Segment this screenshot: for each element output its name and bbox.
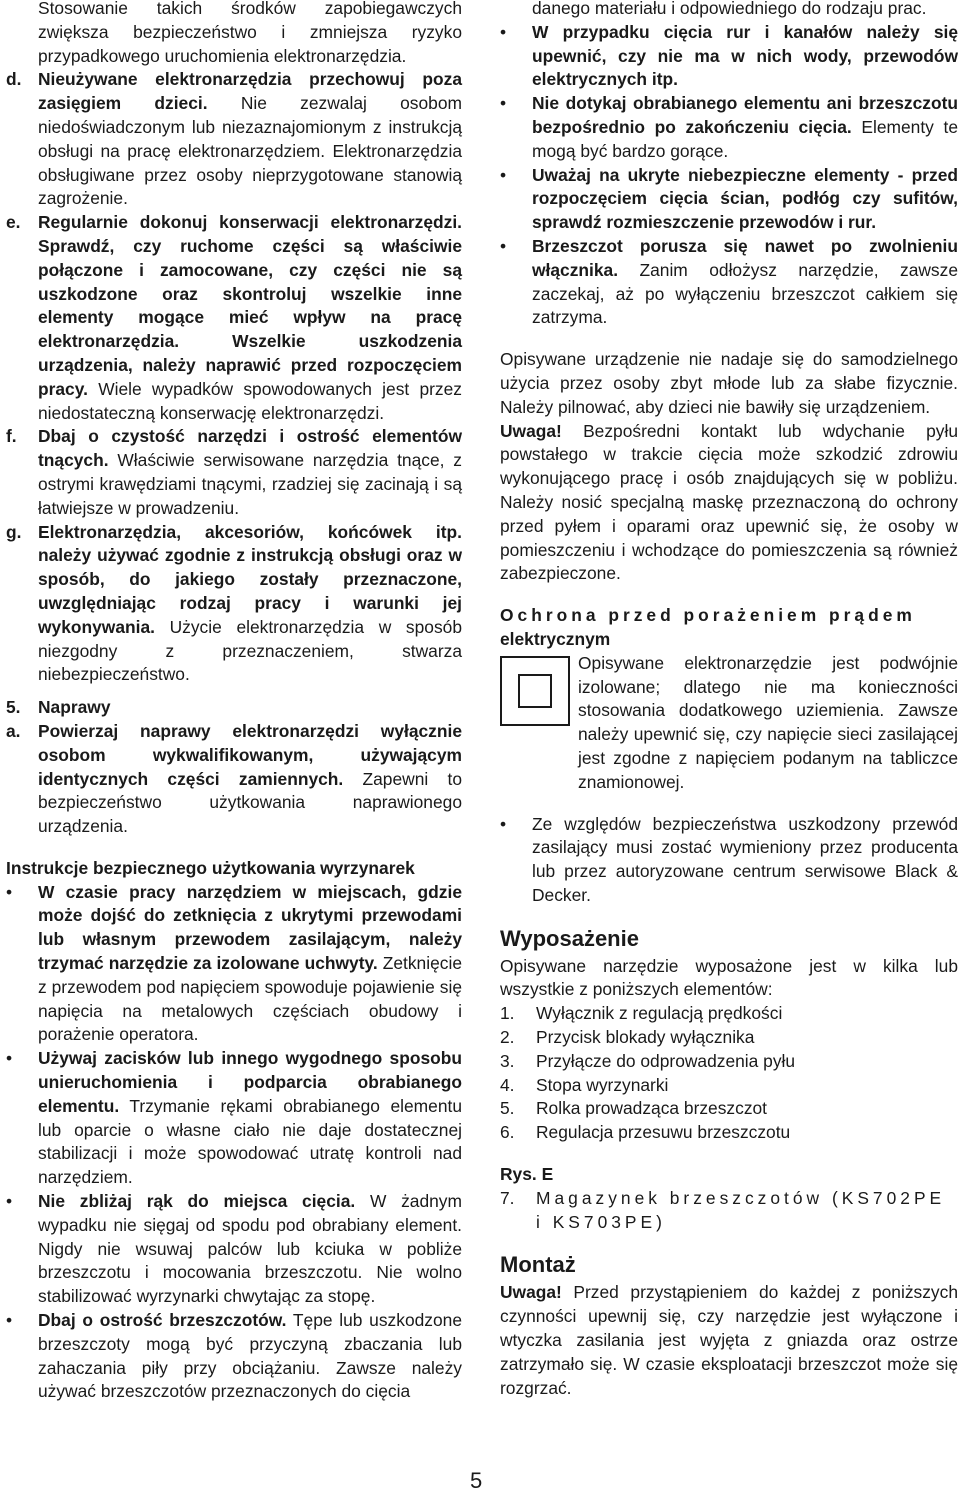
item-e-bold: Regularnie dokonuj konserwacji elektronarzędzi. Sprawdź, czy ruchome części są właściwie połączone i zamocowane, czy części nie są uszkodzone oraz skontroluj wszelkie inne elementy mogące mieć wpływ na pracę elektronarzędzia. Wszelkie uszkodzenia urządzenia, należy naprawić przed rozpoczęciem pracy.: [38, 212, 462, 399]
item-e: [6, 211, 462, 425]
left-column: [6, 0, 462, 1404]
list-item-text: Stopa wyrzynarki: [536, 1074, 669, 1095]
assembly-text: Przed przystąpieniem do każdej z poniższych czynności upewnij się, czy narzędzie jest wyłączone i wtyczka zasilania jest wyjęta z gniazda oraz ostrze zatrzymało się. W czasie eksploatacji brzeszczot może się rozgrzać.: [500, 1282, 958, 1398]
jigsaw-bullet-3-text: W żadnym wypadku nie sięgaj od spodu pod obrabiany element. Nigdy nie wsuwaj palców lub kciuka w pobliże brzeszczotu i mocowania brzeszczotu. Nie wolno stabilizować wyrzynarki chwytając za stopę.: [38, 1191, 462, 1307]
item-e-text: Wiele wypadków spowodowanych jest przez niedostateczną konserwację elektronarzędzi.: [38, 378, 462, 423]
double-insulation-block: [500, 652, 958, 795]
item-a: [6, 720, 462, 839]
right-bullet-1-bold: W przypadku cięcia rur i kanałów należy się upewnić, czy nie ma w nich wody, przewodów elektrycznych itp.: [532, 21, 958, 90]
list-item-number: 4.: [500, 1074, 515, 1095]
bullet-icon: •: [500, 164, 507, 185]
uwaga-label: Uwaga!: [500, 1282, 562, 1303]
list-item-number: 2.: [500, 1027, 515, 1048]
jigsaw-bullet-2-text: Trzymanie rękami obrabianego elementu lub oparcie o własne ciało nie daje dostatecznej stabilizacji i może spowodować utratę kontroli nad narzędziem.: [38, 1095, 462, 1188]
shock-heading-line-2: elektrycznym: [500, 628, 611, 649]
section-5-marker: 5.: [6, 697, 21, 718]
bullet-icon: •: [6, 1048, 13, 1069]
section-5-heading: [6, 696, 462, 720]
right-bullet-4: [500, 235, 958, 330]
paragraph-intro: Stosowanie takich środków zapobiegawczych zwiększa bezpieczeństwo i zmniejsza ryzyko przypadkowego uruchomienia elektronarzędzia.: [38, 0, 462, 66]
item-f-marker: f.: [6, 426, 17, 447]
continued-text: danego materiału i odpowiedniego do rodzaju prac.: [532, 0, 927, 18]
item-g-marker: g.: [6, 521, 22, 542]
uwaga-label: Uwaga!: [500, 420, 562, 441]
bullet-icon: •: [500, 21, 507, 42]
double-insulation-text: Opisywane elektronarzędzie jest podwójnie izolowane; dlatego nie ma konieczności stosowania dodatkowego uziemienia. Zawsze należy upewnić się, czy napięcie sieci zasilającej jest zgodne z napięciem podanym na tabliczce znamionowej.: [578, 652, 958, 792]
item-d-marker: d.: [6, 69, 22, 90]
list-item-number: 1.: [500, 1003, 515, 1024]
jigsaw-bullet-2-bold: Używaj zacisków lub innego wygodnego sposobu unieruchomienia i podparcia obrabianego elementu.: [38, 1048, 462, 1116]
bullet-icon: •: [500, 93, 507, 114]
section-5-title: Naprawy: [38, 697, 111, 718]
list-item: [500, 1026, 958, 1050]
jigsaw-bullet-1: [6, 881, 462, 1048]
bullet-icon: •: [6, 1191, 13, 1212]
jigsaw-bullet-4-text: Tępe lub uszkodzone brzeszczoty mogą być przyczyną zbaczania lub zahaczania piły przy obciążaniu. Zawsze należy używać brzeszczotów przeznaczonych do cięcia: [38, 1310, 462, 1402]
list-item-text: Rolka prowadząca brzeszczot: [536, 1098, 768, 1119]
item-a-marker: a.: [6, 720, 21, 741]
item-g: [6, 521, 462, 688]
cord-bullet-text: Ze względów bezpieczeństwa uszkodzony przewód zasilający musi zostać wymieniony przez producenta lub przez autoryzowane centrum serwisowe Black & Decker.: [532, 813, 958, 905]
bullet-icon: •: [500, 235, 507, 256]
item-f: [6, 425, 462, 520]
shock-heading-line-1: Ochrona przed porażeniem prądem: [500, 605, 916, 626]
figure-reference: Rys. E: [500, 1164, 554, 1185]
equipment-intro: Opisywane narzędzie wyposażone jest w kilka lub wszystkie z poniższych elementów:: [500, 955, 958, 1000]
item-f-text: Właściwie serwisowane narzędzia tnące, z ostrymi krawędziami tnącymi, rzadziej się zacinają i są łatwiejsze w prowadzeniu.: [38, 450, 462, 518]
jigsaw-safety-heading: Instrukcje bezpiecznego użytkowania wyrzynarek: [6, 857, 415, 878]
item-g-bold: Elektronarzędzia, akcesoriów, końcówek itp. należy używać zgodnie z instrukcją obsługi oraz w sposób, do jakiego zostały przeznaczone, uwzględniając rodzaj pracy i warunki jej wykonywania.: [38, 521, 462, 637]
list-item-number: 3.: [500, 1050, 515, 1071]
right-bullet-4-bold: Brzeszczot porusza się nawet po zwolnieniu włącznika.: [532, 235, 958, 280]
right-bullet-2-text: Elementy te mogą być bardzo gorące.: [532, 116, 958, 161]
double-insulation-icon: [500, 656, 570, 726]
jigsaw-bullet-3: [6, 1190, 462, 1309]
right-bullet-2-bold: Nie dotykaj obrabianego elementu ani brzeszczotu bezpośrednio po zakończeniu cięcia.: [532, 93, 958, 137]
jigsaw-bullet-1-text: Zetknięcie z przewodem pod napięciem spowoduje pojawienie się napięcia na metalowych częściach obudowy i porażenie operatora.: [38, 953, 462, 1045]
right-column: [500, 0, 958, 1400]
right-bullet-1: [500, 21, 958, 92]
item-a-text: Zapewni to bezpieczeństwo użytkowania naprawionego urządzenia.: [38, 768, 462, 837]
item-f-bold: Dbaj o czystość narzędzi i ostrość elementów tnących.: [38, 426, 462, 471]
bullet-icon: •: [6, 881, 13, 902]
jigsaw-bullet-3-bold: Nie zbliżaj rąk do miejsca cięcia.: [38, 1191, 356, 1212]
list-item-text: Przycisk blokady wyłącznika: [536, 1027, 755, 1048]
cord-bullet: [500, 813, 958, 908]
list-item-text: Regulacja przesuwu brzeszczotu: [536, 1122, 791, 1143]
right-bullet-4-text: Zanim odłożysz narzędzie, zawsze zaczekaj, aż po wyłączeniu brzeszczot całkiem się zatrzyma.: [532, 259, 958, 328]
children-paragraph: Opisywane urządzenie nie nadaje się do samodzielnego użycia przez osoby zbyt młode lub za słabe fizycznie. Należy pilnować, aby dzieci nie bawiły się urządzeniem.: [500, 349, 958, 417]
right-bullet-2: [500, 92, 958, 163]
list-item-text: Magazynek brzeszczotów (KS702PE i KS703PE): [536, 1187, 946, 1232]
item-g-text: Użycie elektronarzędzia w sposób niezgodny z przeznaczeniem, stwarza niebezpieczeństwo.: [38, 616, 462, 685]
equipment-list: [500, 1002, 958, 1145]
assembly-heading: Montaż: [500, 1252, 576, 1278]
list-item: [500, 1097, 958, 1121]
list-item-number: 6.: [500, 1122, 515, 1143]
list-item: [500, 1002, 958, 1026]
right-bullet-3-bold: Uważaj na ukryte niebezpieczne elementy - przed rozpoczęciem cięcia ścian, podłóg czy sufitów, sprawdź rozmieszczenie przewodów i rur.: [532, 164, 958, 233]
jigsaw-bullet-4: [6, 1309, 462, 1404]
jigsaw-bullet-2: [6, 1047, 462, 1190]
bullet-icon: •: [6, 1310, 13, 1331]
item-d: [6, 68, 462, 211]
list-item-text: Wyłącznik z regulacją prędkości: [536, 1003, 783, 1024]
list-item: [500, 1074, 958, 1098]
list-item: [500, 1050, 958, 1074]
equipment-heading: Wyposażenie: [500, 925, 639, 951]
list-item: [500, 1121, 958, 1145]
list-item-number: 5.: [500, 1098, 515, 1119]
item-e-marker: e.: [6, 212, 21, 233]
list-item-number: 7.: [500, 1187, 515, 1208]
assembly-paragraph: [500, 1281, 958, 1400]
jigsaw-bullet-4-bold: Dbaj o ostrość brzeszczotów.: [38, 1310, 287, 1331]
right-bullet-3: [500, 164, 958, 235]
item-d-text: Nie zezwalaj osobom niedoświadczonym lub niezaznajomionym z instrukcją obsługi na pracę elektronarzędziem. Elektronarzędzia obsługiwane przez osoby nieprzygotowane stanowią zagrożenie.: [38, 93, 463, 209]
list-item-text: Przyłącze do odprowadzenia pyłu: [536, 1050, 796, 1071]
item-d-bold: Nieużywane elektronarzędzia przechowuj poza zasięgiem dzieci.: [38, 69, 462, 114]
page-number: 5: [470, 1468, 483, 1493]
dust-paragraph: [500, 420, 958, 587]
list-item-7: [500, 1187, 958, 1235]
dust-text: Bezpośredni kontakt lub wdychanie pyłu powstałego w trakcie cięcia może szkodzić zdrowiu wykonującego pracę i osób znajdujących się w pobliżu. Należy nosić specjalną maskę przeznaczoną do ochrony przed pyłem i oparami oraz upewnić się, że osoby w pomieszczeniu i wchodzące do pomieszczenia są również zabezpieczone.: [500, 420, 958, 584]
item-a-bold: Powierzaj naprawy elektronarzędzi wyłącznie osobom wykwalifikowanym, używającym identycznych części zamiennych.: [38, 720, 462, 789]
jigsaw-bullet-1-bold: W czasie pracy narzędziem w miejscach, gdzie może dojść do zetknięcia z ukrytymi przewodami lub własnym przewodem zasilającym, należy trzymać narzędzie za izolowane uchwyty.: [38, 881, 462, 974]
bullet-icon: •: [500, 813, 507, 834]
